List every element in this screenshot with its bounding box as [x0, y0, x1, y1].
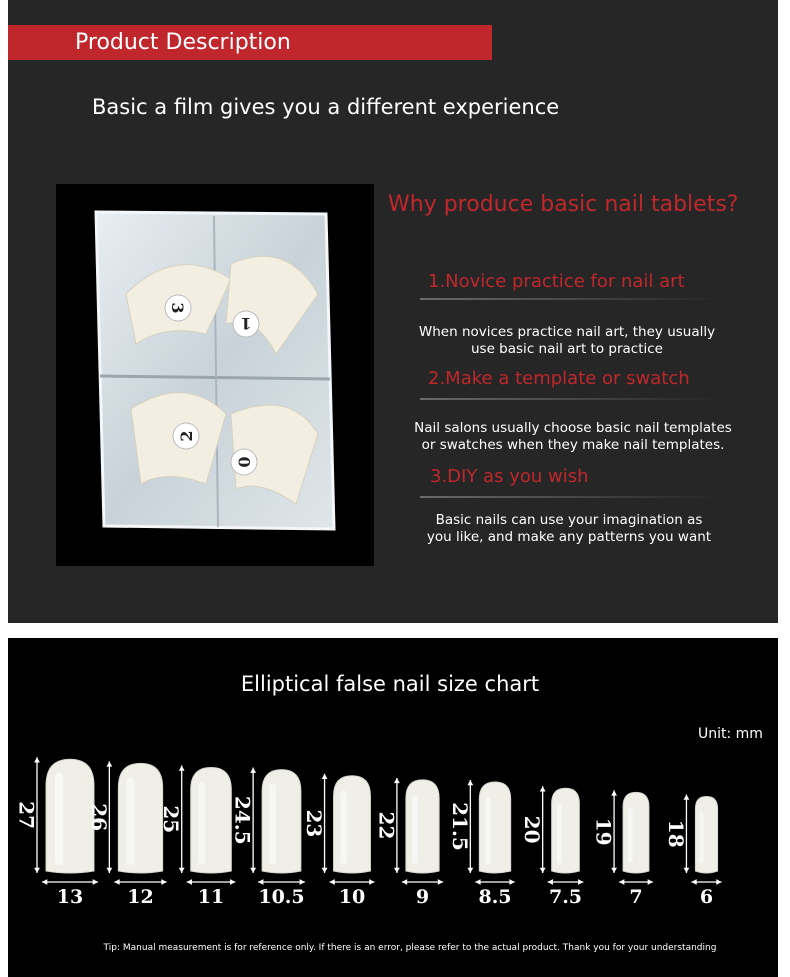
length-arrow-head	[322, 868, 328, 873]
length-arrow-head	[106, 761, 112, 766]
section-title: Product Description	[75, 30, 291, 55]
point-3-text: Basic nails can use your imagination as you like, and make any patterns you want	[426, 512, 712, 545]
width-label: 13	[56, 886, 84, 908]
bag-number-0: 0	[235, 456, 254, 468]
width-arrow-head	[369, 879, 374, 885]
length-arrow-head	[467, 868, 473, 873]
length-label: 23	[302, 809, 327, 838]
nail-20	[552, 788, 580, 873]
nail-18	[695, 796, 717, 873]
width-label: 7.5	[548, 886, 583, 908]
length-arrow-head	[34, 757, 40, 762]
width-arrow-head	[648, 879, 653, 885]
bag-number-3: 3	[168, 302, 187, 314]
length-label: 24.5	[230, 795, 255, 845]
point-1-title: 1.Novice practice for nail art	[428, 271, 685, 292]
bag-number-2: 2	[177, 430, 196, 442]
length-label: 25	[159, 805, 184, 834]
length-arrow-head	[250, 868, 256, 873]
width-arrow-head	[93, 879, 98, 885]
length-arrow-head	[611, 790, 617, 795]
nail-24.5	[262, 770, 301, 873]
length-arrow-head	[684, 868, 690, 873]
subtitle: Basic a film gives you a different experience	[92, 95, 560, 119]
length-label: 20	[520, 815, 545, 844]
length-arrow-head	[34, 868, 40, 873]
length-arrow-head	[179, 766, 185, 771]
width-label: 9	[415, 886, 430, 908]
point-1-text: When novices practice nail art, they usually use basic nail art to practice	[418, 324, 716, 357]
width-label: 8.5	[478, 886, 512, 908]
length-label: 18	[663, 819, 688, 848]
width-arrow-head	[187, 879, 192, 885]
tip-note: Tip: Manual measurement is for reference only. If there is an error, please refer to the actual product. Thank you for your understanding	[103, 943, 717, 953]
length-arrow-head	[540, 868, 546, 873]
why-heading: Why produce basic nail tablets?	[388, 192, 739, 217]
width-arrow-head	[509, 879, 514, 885]
length-arrow-head	[322, 774, 328, 779]
width-arrow-head	[42, 879, 47, 885]
width-arrow-head	[619, 879, 624, 885]
width-label: 10.5	[258, 886, 305, 908]
nail-25	[191, 768, 232, 874]
width-label: 11	[197, 886, 225, 908]
nail-19	[623, 792, 649, 873]
nail-26	[118, 763, 162, 873]
nail-23	[334, 776, 371, 873]
width-label: 10	[338, 886, 366, 908]
width-arrow-head	[114, 879, 119, 885]
width-label: 7	[629, 886, 643, 908]
unit-label: Unit: mm	[698, 726, 763, 742]
length-label: 27	[14, 801, 39, 830]
length-arrow-head	[611, 868, 617, 873]
width-label: 12	[127, 886, 154, 908]
width-arrow-head	[161, 879, 166, 885]
point-3-title: 3.DIY as you wish	[430, 466, 589, 487]
length-arrow-head	[179, 868, 185, 873]
length-arrow-head	[684, 794, 690, 799]
size-chart-title: Elliptical false nail size chart	[240, 672, 540, 696]
width-arrow-head	[230, 879, 235, 885]
width-label: 6	[699, 886, 714, 908]
bag-number-1: 1	[240, 314, 252, 333]
width-arrow-head	[475, 879, 480, 885]
length-arrow-head	[394, 778, 400, 783]
width-arrow-head	[548, 879, 553, 885]
nail-21.5	[479, 782, 510, 873]
length-arrow-head	[394, 868, 400, 873]
width-arrow-head	[330, 879, 335, 885]
length-label: 21.5	[447, 802, 472, 851]
width-arrow-head	[258, 879, 263, 885]
width-arrow-head	[300, 879, 305, 885]
width-arrow-head	[716, 879, 721, 885]
width-arrow-head	[578, 879, 583, 885]
point-2-title: 2.Make a template or swatch	[428, 368, 690, 389]
length-label: 19	[591, 817, 616, 846]
length-arrow-head	[540, 786, 546, 791]
width-arrow-head	[402, 879, 407, 885]
point-2-text: Nail salons usually choose basic nail templates or swatches when they make nail templates.	[414, 420, 732, 453]
length-label: 26	[86, 803, 111, 832]
nail-27	[46, 759, 94, 873]
width-arrow-head	[438, 879, 443, 885]
length-arrow-head	[250, 768, 256, 773]
nail-22	[406, 780, 439, 873]
length-arrow-head	[106, 868, 112, 873]
length-arrow-head	[467, 780, 473, 785]
width-arrow-head	[691, 879, 696, 885]
length-label: 22	[374, 811, 399, 840]
